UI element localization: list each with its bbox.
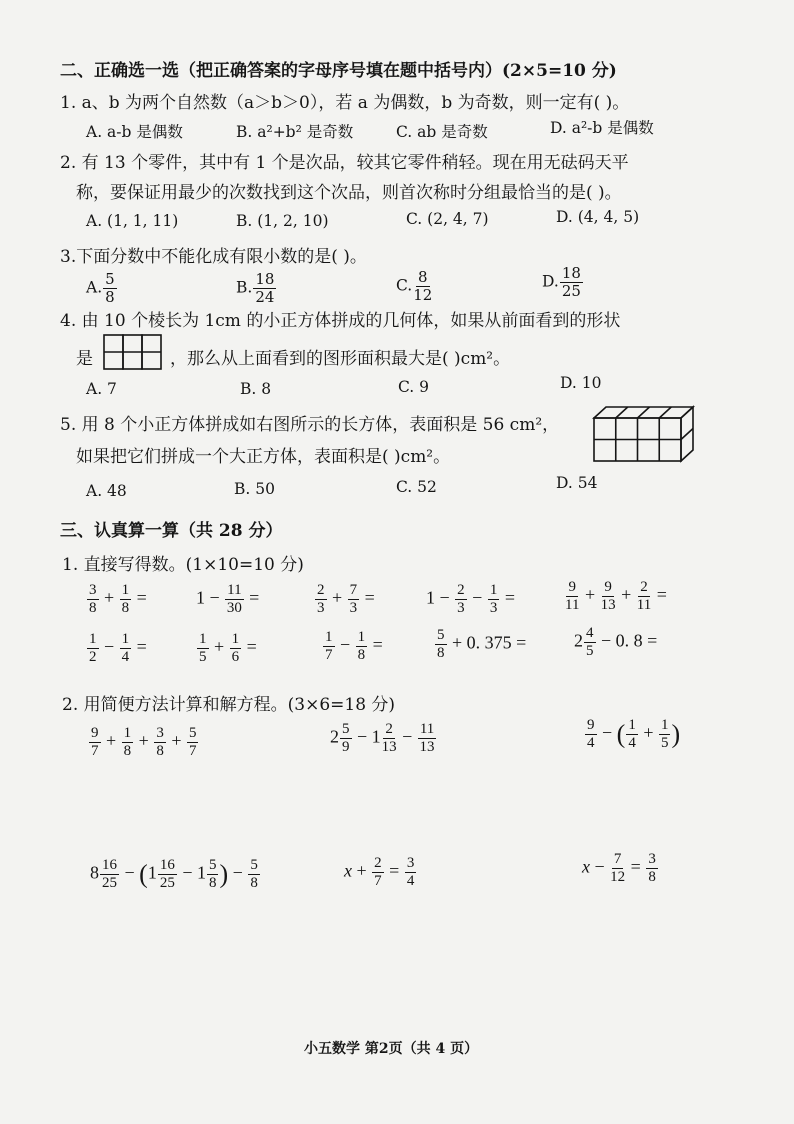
fraction: $\frac{18}{24}$: [255, 270, 275, 306]
part2-title: 2. 用简便方法计算和解方程。(3×6=18 分): [62, 695, 396, 715]
q5-option-b: B. 50: [234, 480, 275, 498]
fraction: $\frac{18}{25}$: [561, 264, 581, 300]
q3-option-d: D. $\frac{18}{25}$: [542, 264, 581, 300]
calc-item: $\frac{2}{3}$ + $\frac{7}{3}$ =: [317, 582, 375, 616]
q1-stem: 1. a、b 为两个自然数（a＞b＞0），若 a 为偶数，b 为奇数，则一定有( )。: [60, 93, 630, 113]
q2-option-d: D. (4, 4, 5): [556, 208, 640, 226]
section2-title: 二、正确选一选（把正确答案的字母序号填在题中括号内）(2×5=10 分): [60, 61, 617, 81]
q3-option-b: B. $\frac{18}{24}$: [236, 270, 275, 306]
simplify-item: $\frac{9}{4}$ − ( $\frac{1}{4}$ + $\frac{1}{5}$ ): [587, 717, 681, 751]
calc-item: $\frac{9}{11}$ + $\frac{9}{13}$ + $\frac{2}{11}$ =: [565, 579, 667, 613]
q4-option-c: C. 9: [398, 378, 430, 396]
q4-line1: 4. 由 10 个棱长为 1cm 的小正方体拼成的几何体，如果从前面看到的形状: [60, 311, 621, 331]
q5-line1: 5. 用 8 个小正方体拼成如右图所示的长方体，表面积是 56 cm²，: [60, 415, 560, 435]
q3-option-c: C. $\frac{8}{12}$: [396, 268, 433, 304]
q1-option-b: B. a²+b² 是奇数: [236, 123, 354, 141]
calc-item: 1 − $\frac{11}{30}$ =: [196, 582, 260, 616]
q5-line2: 如果把它们拼成一个大正方体，表面积是( )cm²。: [76, 447, 451, 467]
q3-stem: 3.下面分数中不能化成有限小数的是( )。: [60, 247, 367, 267]
equation-item: x + $\frac{2}{7}$ = $\frac{3}{4}$: [344, 855, 415, 889]
q2-line1: 2. 有 13 个零件，其中有 1 个是次品，较其它零件稍轻。现在用无砝码天平: [60, 153, 629, 173]
q2-line2: 称，要保证用最少的次数找到这个次品，则首次称时分组最恰当的是( )。: [76, 183, 622, 203]
simplify-item: 2 $\frac{5}{9}$ − 1 $\frac{2}{13}$ − $\frac{11}{13}$: [330, 721, 435, 755]
q1-option-c: C. ab 是奇数: [396, 123, 488, 141]
q3-option-a: A. $\frac{5}{8}$: [86, 270, 115, 306]
q4-option-d: D. 10: [560, 374, 602, 392]
q4-option-a: A. 7: [86, 380, 117, 398]
equation-item: x − $\frac{7}{12}$ = $\frac{3}{8}$: [582, 851, 656, 885]
cuboid-figure: [592, 404, 696, 464]
q5-option-d: D. 54: [556, 474, 598, 492]
part1-title: 1. 直接写得数。(1×10=10 分): [62, 555, 304, 575]
q1-option-a: A. a-b 是偶数: [86, 123, 183, 141]
q2-option-b: B. (1, 2, 10): [236, 212, 329, 230]
q5-option-c: C. 52: [396, 478, 437, 496]
front-view-figure: [103, 334, 163, 370]
q2-option-c: C. (2, 4, 7): [406, 210, 489, 228]
calc-item: $\frac{1}{7}$ − $\frac{1}{8}$ =: [325, 629, 383, 663]
q1-option-d: D. a²-b 是偶数: [550, 119, 654, 137]
q4-line2-start: 是: [76, 349, 93, 369]
page-footer: 小五数学 第2页（共 4 页）: [304, 1041, 479, 1057]
fraction: $\frac{5}{8}$: [105, 270, 115, 306]
calc-item: $\frac{3}{8}$ + $\frac{1}{8}$ =: [89, 582, 147, 616]
simplify-item: $\frac{9}{7}$ + $\frac{1}{8}$ + $\frac{3}{8}$ + $\frac{5}{7}$: [91, 725, 197, 759]
calc-item: $\frac{5}{8}$ + 0. 375 =: [437, 627, 527, 661]
q5-option-a: A. 48: [86, 482, 127, 500]
simplify-item: 8 $\frac{16}{25}$ − (1 $\frac{16}{25}$ − 1 $\frac{5}{8}$ ) − $\frac{5}{8}$: [90, 857, 258, 891]
fraction: $\frac{8}{12}$: [413, 268, 433, 304]
section3-title: 三、认真算一算（共 28 分）: [60, 521, 283, 541]
calc-item: $\frac{1}{5}$ + $\frac{1}{6}$ =: [199, 631, 257, 665]
q4-line2-end: ，那么从上面看到的图形面积最大是( )cm²。: [170, 349, 511, 369]
q2-option-a: A. (1, 1, 11): [86, 212, 179, 230]
q4-option-b: B. 8: [240, 380, 272, 398]
calc-item: 1 − $\frac{2}{3}$ − $\frac{1}{3}$ =: [426, 582, 515, 616]
calc-item: 2 $\frac{4}{5}$ − 0. 8 =: [574, 625, 658, 659]
calc-item: $\frac{1}{2}$ − $\frac{1}{4}$ =: [89, 631, 147, 665]
